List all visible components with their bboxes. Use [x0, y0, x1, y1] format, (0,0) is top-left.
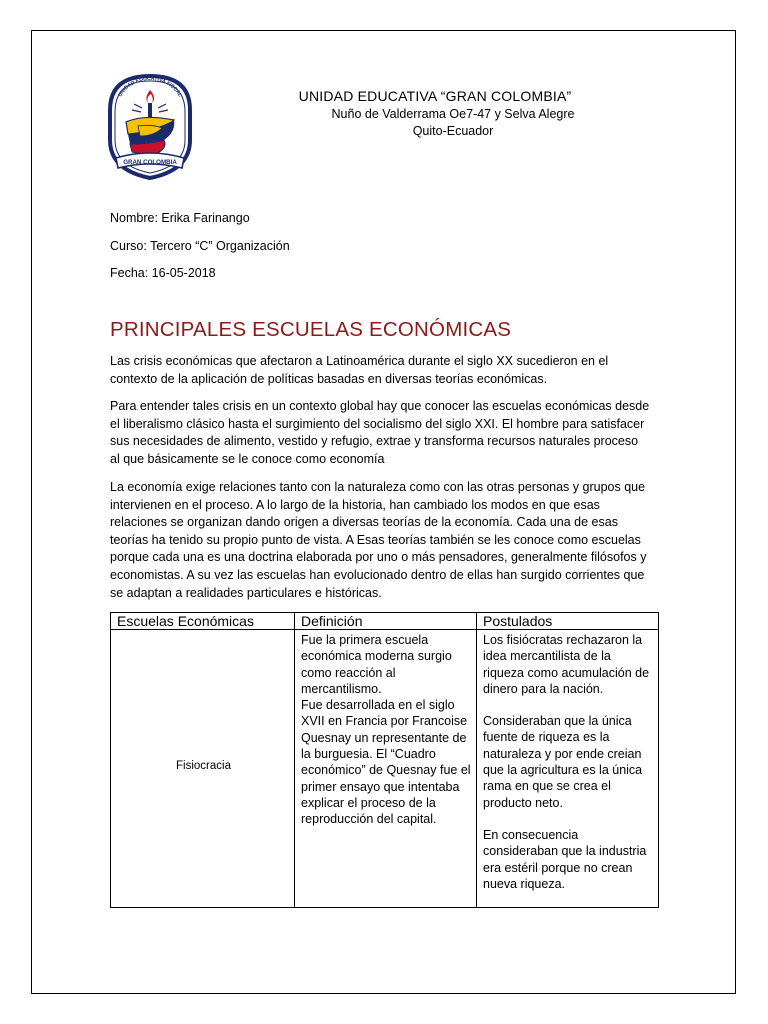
student-name: Nombre: Erika Farinango: [110, 211, 250, 225]
school-address: Nuño de Valderrama Oe7-47 y Selva Alegre: [331, 107, 575, 121]
postulates-cell: [477, 630, 659, 908]
school-crest-logo: [104, 70, 196, 182]
definition-text: Fue la primera escuela económica moderna surgio como reacción al mercantilismo.: [301, 633, 452, 696]
crest-arc-text: UNIDAD EDUCATIVA FISCAL: [117, 75, 183, 99]
paragraph-intro: Las crisis económicas que afectaron a Latinoamérica durante el siglo XX sucedieron en el contexto de la aplicación de políticas basadas en diversas teorías económicas.: [110, 354, 609, 386]
column-header-definition: Definición: [295, 613, 477, 630]
school-city: Quito-Ecuador: [412, 124, 494, 138]
paragraph-context: Para entender tales crisis en un contexto global hay que conocer las escuelas económicas desde el liberalismo clásico hasta el surgimiento del socialismo del siglo XXI. El hombre para satisfacer sus necesidades de alimento, vestido y refugio, extrae y transforma recursos naturales proceso al que básicamente se le conoce como economía: [110, 399, 650, 466]
school-name-cell: Fisiocracia: [111, 630, 295, 908]
column-header-school: Escuelas Económicas: [111, 613, 295, 630]
student-course: Curso: Tercero “C” Organización: [110, 239, 290, 253]
paragraph-schools: La economía exige relaciones tanto con la naturaleza como con las otras personas y grupos que intervienen en el proceso. A lo largo de la historia, han cambiado los modos en que esas relaciones se organizan dando origen a diversas teorías de la economía. Cada una de esas teorías ha tenido su propio punto de vista. A Esas teorías también se les conoce como escuelas porque cada una es una doctrina elaborada por uno o más pensadores, generalmente filósofos y economistas. A su vez las escuelas han evolucionado dentro de ellas han surgido corrientes que se adaptan a realidades particulares e históricas.: [110, 480, 647, 600]
table-header-row: [111, 613, 659, 630]
school-name-heading: UNIDAD EDUCATIVA “GRAN COLOMBIA”: [298, 88, 572, 104]
torch-handle-icon: [148, 103, 152, 117]
column-header-postulates: Postulados: [477, 613, 659, 630]
postulate-text: Consideraban que la única fuente de riqueza es la naturaleza y por ende creian que la agricultura es la única rama en que se crea el producto neto.: [483, 714, 643, 810]
postulate-text: En consecuencia consideraban que la industria era estéril porque no crean nueva riqueza.: [483, 827, 647, 891]
crest-banner-text: GRAN COLOMBIA: [123, 159, 177, 166]
postulate-text: Los fisiócratas rechazaron la idea mercantilista de la riqueza como acumulación de dinero para la nación.: [483, 633, 650, 696]
definition-text: Fue desarrollada en el siglo XVII en Francia por Francoise Quesnay un representante de la burguesia. El “Cuadro económico” de Quesnay fue el primer ensayo que intentaba explicar el proceso de la reproducción del capital.: [301, 698, 471, 827]
assignment-date: Fecha: 16-05-2018: [110, 266, 216, 280]
table-row: [111, 630, 659, 908]
definition-cell: [295, 630, 477, 908]
document-title: PRINCIPALES ESCUELAS ECONÓMICAS: [110, 318, 512, 341]
economic-schools-table: [110, 612, 659, 908]
